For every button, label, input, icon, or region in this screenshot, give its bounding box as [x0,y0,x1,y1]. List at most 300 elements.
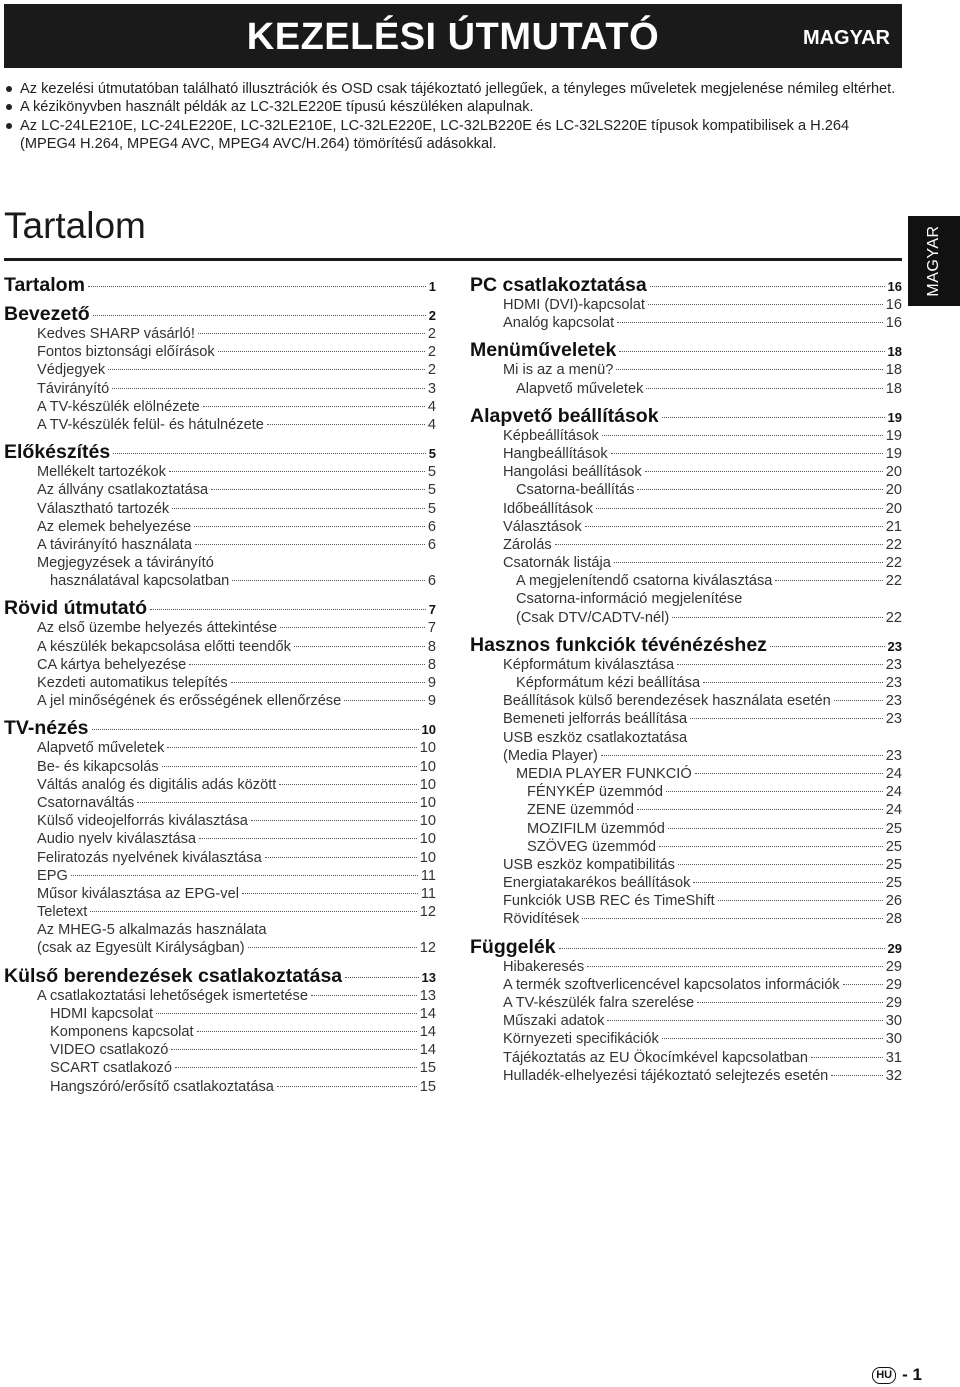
toc-entry-page: 20 [885,482,902,499]
toc-entry-page: 10 [419,813,436,830]
dot-leader [646,388,882,389]
toc-entry-page: 25 [885,856,902,873]
toc-entry-title: Bemeneti jelforrás beállítása [503,711,688,728]
toc-section [4,274,436,296]
toc-entry [4,1078,436,1096]
toc-entry [4,1005,436,1023]
toc-entry-title: A távirányító használata [37,536,192,553]
document-title: KEZELÉSI ÚTMUTATÓ [246,16,660,58]
dot-leader [596,508,883,509]
toc-entry-page: 23 [885,656,902,673]
toc-entry [470,481,902,499]
toc-entry-title: HDMI kapcsolat [50,1005,153,1022]
toc-entry-title: Mellékelt tartozékok [37,464,166,481]
dot-leader [242,893,418,894]
toc-entry-page: 25 [885,820,902,837]
toc-entry-page: 10 [419,831,436,848]
dot-leader [198,333,425,334]
toc-entry-page: 26 [885,893,902,910]
toc-entry-title: Alapvető műveletek [516,380,644,397]
toc-section [4,597,436,619]
dot-leader [645,471,883,472]
toc-entry-page: 10 [421,722,436,738]
page-footer [872,1365,922,1385]
toc-entry-page: 19 [885,445,902,462]
toc-entry-page: 24 [885,802,902,819]
toc-entry-page: 29 [887,940,902,956]
toc-entry-title: Időbeállítások [503,500,594,517]
toc-entry-page: 10 [419,740,436,757]
toc-entry-title: Váltás analóg és digitális adás között [37,776,277,793]
toc-entry-title: Választások [503,518,582,535]
toc-entry-title: Hangbeállítások [503,445,608,462]
toc-entry [470,463,902,481]
toc-entry [470,296,902,314]
toc-entry-page: 28 [885,911,902,928]
dot-leader [582,918,883,919]
toc-entry-page: 23 [887,638,902,654]
dot-leader [167,747,416,748]
toc-entry-title: Teletext [37,904,88,921]
toc-entry [4,325,436,343]
toc-entry-title: Hangolási beállítások [503,464,642,481]
toc-entry-title: Az állvány csatlakoztatása [37,482,209,499]
toc-section [470,274,902,296]
toc-entry [4,619,436,637]
toc-entry-title: HDMI (DVI)-kapcsolat [503,297,645,313]
toc-entry [470,892,902,910]
toc-entry [4,830,436,848]
toc-entry-title: TV-nézés [4,717,89,740]
language-badge: HU [872,1367,896,1384]
toc-entry-title: Kedves SHARP vásárló! [37,326,195,342]
toc-entry [470,976,902,994]
toc-entry-title: A csatlakoztatási lehetőségek ismertetése [37,987,308,1004]
toc-entry-title: Energiatakarékos beállítások [503,875,691,892]
toc-entry-page: 16 [887,279,902,294]
toc-entry-page: 2 [427,326,436,342]
toc-entry [470,609,902,627]
dot-leader [108,369,425,370]
toc-entry-title: Rövid útmutató [4,597,147,620]
toc-entry-title: Alapvető műveletek [37,740,165,757]
toc-entry-title: VIDEO csatlakozó [50,1042,169,1059]
toc-entry-page: 8 [427,656,436,673]
toc-entry-page: 14 [419,1024,436,1040]
dot-leader [137,802,416,803]
toc-entry-title: Tájékoztatás az EU Ökocímkével kapcsolatban [503,1049,808,1066]
toc-entry-title: Bevezető [4,303,90,325]
toc-section [470,405,902,427]
dot-leader [617,322,883,323]
toc-entry-title: Távirányító [37,380,110,397]
toc-entry-page: 19 [885,427,902,444]
toc-section [470,339,902,361]
toc-entry-title: Az első üzembe helyezés áttekintése [37,620,278,637]
toc-entry [470,427,902,445]
dot-leader [150,609,426,610]
toc-entry [470,820,902,838]
toc-entry-page: 20 [885,500,902,517]
toc-entry-title: Képformátum kézi beállítása [516,675,701,691]
toc-entry-page: 25 [885,875,902,892]
toc-entry-page: 2 [427,344,436,361]
toc-entry [4,1059,436,1077]
toc-entry [470,747,902,765]
toc-entry-page: 15 [419,1078,436,1095]
toc-entry [4,885,436,903]
toc-entry [4,812,436,830]
dot-leader [71,875,418,876]
toc-entry-page: 18 [887,344,902,360]
toc-entry-page: 23 [885,693,902,710]
toc-entry [470,500,902,518]
dot-leader [587,966,883,967]
toc-entry [4,656,436,674]
toc-entry-page: 21 [885,518,902,535]
toc-entry-title: SCART csatlakozó [50,1060,172,1077]
toc-entry-page: 30 [885,1013,902,1030]
toc-entry-page: 10 [419,776,436,793]
toc-entry [4,758,436,776]
toc-entry [470,910,902,928]
toc-entry [470,710,902,728]
toc-entry-page: 30 [885,1031,902,1048]
dot-leader [195,544,425,545]
toc-entry-title: Műszaki adatok [503,1013,605,1030]
dot-leader [555,544,883,545]
toc-entry-page: 32 [885,1067,902,1084]
dot-leader [231,682,425,683]
toc-entry-page: 22 [885,573,902,590]
toc-entry-title: Függelék [470,935,556,958]
dot-leader [775,580,882,581]
toc-entry [4,1041,436,1059]
toc-entry-page: 10 [419,758,436,775]
toc-entry [4,361,436,379]
dot-leader [218,351,425,352]
heading-rule [4,258,902,261]
toc-entry [470,554,902,572]
toc-entry-page: 23 [885,711,902,728]
dot-leader [703,682,883,683]
dot-leader [211,489,425,490]
toc-entry-page: 24 [885,784,902,801]
toc-entry-title: Védjegyek [37,362,106,379]
toc-entry [470,674,902,692]
language-label: MAGYAR [802,27,890,49]
toc-entry-page: 3 [427,380,436,397]
dot-leader [169,471,425,472]
dot-leader [695,773,883,774]
dot-leader [662,417,885,418]
toc-entry-title: Rövidítések [503,911,580,928]
dot-leader [718,900,883,901]
dot-leader [697,1002,883,1003]
dot-leader [251,820,417,821]
language-side-tab [908,216,960,306]
toc-entry-title: Be- és kikapcsolás [37,758,159,775]
dot-leader [659,846,883,847]
toc-entry [470,838,902,856]
toc-entry-title: Csatornák listája [503,555,611,572]
dot-leader [614,562,883,563]
dot-leader [280,627,425,628]
dot-leader [611,453,883,454]
toc-entry-title: használatával kapcsolatban [50,573,230,590]
toc-entry-title: A készülék bekapcsolása előtti teendők [37,638,291,655]
note-item: Az LC-24LE210E, LC-24LE220E, LC-32LE210E, LC-32LE220E, LC-32LB220E és LC-32LS220E típusok kompatibilisek a H.264 (MPEG4 H.264, MPEG4 AVC, MPEG4 AVC/H.264) tömörítésű adásokkal. [4,117,904,154]
dot-leader [189,664,425,665]
toc-entry [4,343,436,361]
toc-section [470,936,902,958]
toc-entry-page: 15 [419,1060,436,1077]
toc-entry [4,536,436,554]
toc-entry-title: Hulladék-elhelyezési tájékoztató selejtezés esetén [503,1067,829,1084]
toc-entry-title: SZÖVEG üzemmód [527,838,656,855]
toc-entry-page: 20 [885,464,902,481]
dot-leader [690,718,883,719]
toc-entry-title: Menüműveletek [470,339,617,362]
toc-entry [4,692,436,710]
title-banner [4,4,902,68]
toc-entry [470,729,902,747]
dot-leader [112,388,425,389]
toc-entry-title: (csak az Egyesült Királyságban) [37,940,245,957]
toc-entry-page: 18 [885,380,902,397]
toc-section [4,965,436,987]
toc-entry-title: Feliratozás nyelvének kiválasztása [37,849,262,866]
toc-entry-page: 25 [885,838,902,855]
dot-leader [672,617,883,618]
toc-entry-page: 11 [420,885,436,902]
toc-entry-title: ZENE üzemmód [527,802,635,819]
toc-entry-page: 12 [419,940,436,957]
dot-leader [616,369,882,370]
toc-entry [4,776,436,794]
dot-leader [156,1013,417,1014]
toc-entry-title: Az MHEG-5 alkalmazás használata [37,922,267,939]
toc-entry-page: 5 [427,464,436,481]
toc-entry [4,794,436,812]
toc-entry-title: Műsor kiválasztása az EPG-vel [37,885,239,902]
toc-entry-title: Környezeti specifikációk [503,1031,659,1048]
toc-entry [470,765,902,783]
dot-leader [811,1057,883,1058]
toc-entry-title: Hasznos funkciók tévénézéshez [470,633,767,656]
toc-entry [470,572,902,590]
toc-entry-page: 13 [421,969,436,985]
toc-entry-title: Csatornaváltás [37,794,135,811]
toc-entry [470,1012,902,1030]
toc-entry-title: Kezdeti automatikus telepítés [37,675,228,691]
dot-leader [277,1086,417,1087]
toc-entry [4,572,436,590]
toc-entry-title: A TV-készülék felül- és hátulnézete [37,416,264,433]
dot-leader [677,664,883,665]
toc-entry-title: Hibakeresés [503,958,585,975]
dot-leader [344,700,425,701]
dot-leader [90,911,416,912]
toc-entry [4,380,436,398]
toc-entry-page: 22 [885,555,902,572]
toc-entry-title: EPG [37,867,68,884]
toc-entry [470,1067,902,1085]
toc-entry-title: Fontos biztonsági előírások [37,344,215,361]
dot-leader [637,489,882,490]
toc-entry-title: MOZIFILM üzemmód [527,820,665,837]
toc-entry-page: 6 [427,518,436,535]
note-item: A kézikönyvben használt példák az LC-32LE220E típusú készüléken alapulnak. [4,98,904,116]
toc-entry [4,481,436,499]
toc-entry [4,739,436,757]
dot-leader [171,1049,416,1050]
toc-entry-page: 5 [427,500,436,517]
toc-entry [470,994,902,1012]
toc-entry-title: Az elemek behelyezése [37,518,192,535]
toc-entry-title: Külső berendezések csatlakoztatása [4,964,343,987]
toc-entry-page: 22 [885,609,902,626]
dot-leader [601,755,883,756]
toc-entry [470,314,902,332]
toc-entry-title: Csatorna-információ megjelenítése [516,591,743,608]
toc-entry-title: Megjegyzések a távirányító [37,555,214,572]
dot-leader [175,1067,417,1068]
toc-entry-page: 18 [885,362,902,379]
dot-leader [197,1031,417,1032]
toc-entry-page: 16 [885,315,902,332]
dot-leader [172,508,425,509]
dot-leader [92,729,419,730]
dot-leader [265,857,417,858]
toc-entry [4,939,436,957]
toc-section [4,717,436,739]
toc-section [4,441,436,463]
toc-entry-page: 14 [419,1042,436,1059]
toc-entry-page: 29 [885,958,902,975]
dot-leader [294,646,425,647]
dot-leader [831,1075,882,1076]
toc-entry-page: 2 [428,308,436,323]
toc-entry [4,416,436,434]
toc-column-left [4,274,436,1096]
toc-entry-page: 10 [419,849,436,866]
toc-entry-page: 1 [428,279,436,294]
toc-entry-title: (Csak DTV/CADTV-nél) [516,609,670,626]
toc-entry [4,674,436,692]
toc-entry-page: 5 [428,446,436,462]
dot-leader [648,304,883,305]
toc-entry-page: 22 [885,536,902,553]
toc-entry-page: 13 [419,987,436,1004]
dot-leader [619,351,884,352]
toc-entry-title: Mi is az a menü? [503,362,614,379]
toc-entry [4,398,436,416]
dot-leader [678,864,883,865]
toc-entry [470,361,902,379]
toc-entry-page: 4 [427,416,436,433]
toc-entry-page: 7 [428,602,436,618]
toc-entry-page: 6 [427,573,436,590]
toc-entry-page: 24 [885,765,902,782]
toc-entry-title: PC csatlakoztatása [470,274,647,296]
dot-leader [345,977,418,978]
toc-entry-title: USB eszköz kompatibilitás [503,856,675,873]
toc-entry-title: Audio nyelv kiválasztása [37,831,196,848]
dot-leader [585,526,883,527]
toc-entry [470,958,902,976]
toc-entry-page: 31 [885,1049,902,1066]
toc-entry-title: A TV-készülék falra szerelése [503,995,695,1011]
toc-entry-title: Képbeállítások [503,427,599,444]
toc-entry-title: MEDIA PLAYER FUNKCIÓ [516,765,692,782]
dot-leader [559,948,885,949]
dot-leader [770,646,885,647]
toc-entry-title: Külső videojelforrás kiválasztása [37,813,248,830]
toc-entry [470,518,902,536]
toc-entry [470,380,902,398]
toc-entry-title: A TV-készülék elölnézete [37,398,200,415]
toc-entry-page: 19 [887,409,902,425]
toc-heading: Tartalom [4,205,146,246]
toc-entry-page: 29 [885,995,902,1011]
toc-entry [470,590,902,608]
toc-entry [470,874,902,892]
toc-entry-title: Funkciók USB REC és TimeShift [503,893,715,910]
toc-entry-title: Komponens kapcsolat [50,1024,194,1040]
dot-leader [203,406,425,407]
toc-entry-title: USB eszköz csatlakoztatása [503,729,688,746]
toc-entry [4,921,436,939]
toc-entry-page: 4 [427,398,436,415]
dot-leader [267,424,425,425]
toc-entry-page: 11 [420,867,436,884]
dot-leader [232,580,425,581]
toc-section [4,303,436,325]
side-tab-label: MAGYAR [925,225,942,297]
toc-entry [470,536,902,554]
dot-leader [113,453,426,454]
dot-leader [666,791,883,792]
toc-entry [470,1030,902,1048]
toc-entry [470,1049,902,1067]
intro-notes [4,80,904,154]
toc-entry-page: 5 [427,482,436,499]
toc-entry-page: 23 [885,675,902,691]
dot-leader [162,766,417,767]
dot-leader [199,838,417,839]
toc-entry-page: 14 [419,1005,436,1022]
dot-leader [662,1038,883,1039]
dot-leader [693,882,882,883]
dot-leader [650,286,885,287]
dot-leader [843,984,883,985]
dot-leader [668,828,883,829]
toc-entry [470,692,902,710]
toc-entry-title: A termék szoftverlicencével kapcsolatos információk [503,976,840,993]
toc-entry-title: Választható tartozék [37,500,170,517]
toc-entry-page: 2 [427,362,436,379]
toc-entry-page: 23 [885,747,902,764]
toc-entry-page: 10 [419,794,436,811]
toc-entry [470,856,902,874]
toc-entry-page: 29 [885,976,902,993]
toc-entry-page: 9 [427,675,436,691]
toc-entry [4,518,436,536]
toc-entry-title: (Media Player) [503,747,598,764]
toc-entry-page: 6 [427,536,436,553]
toc-entry-page: 12 [419,904,436,921]
